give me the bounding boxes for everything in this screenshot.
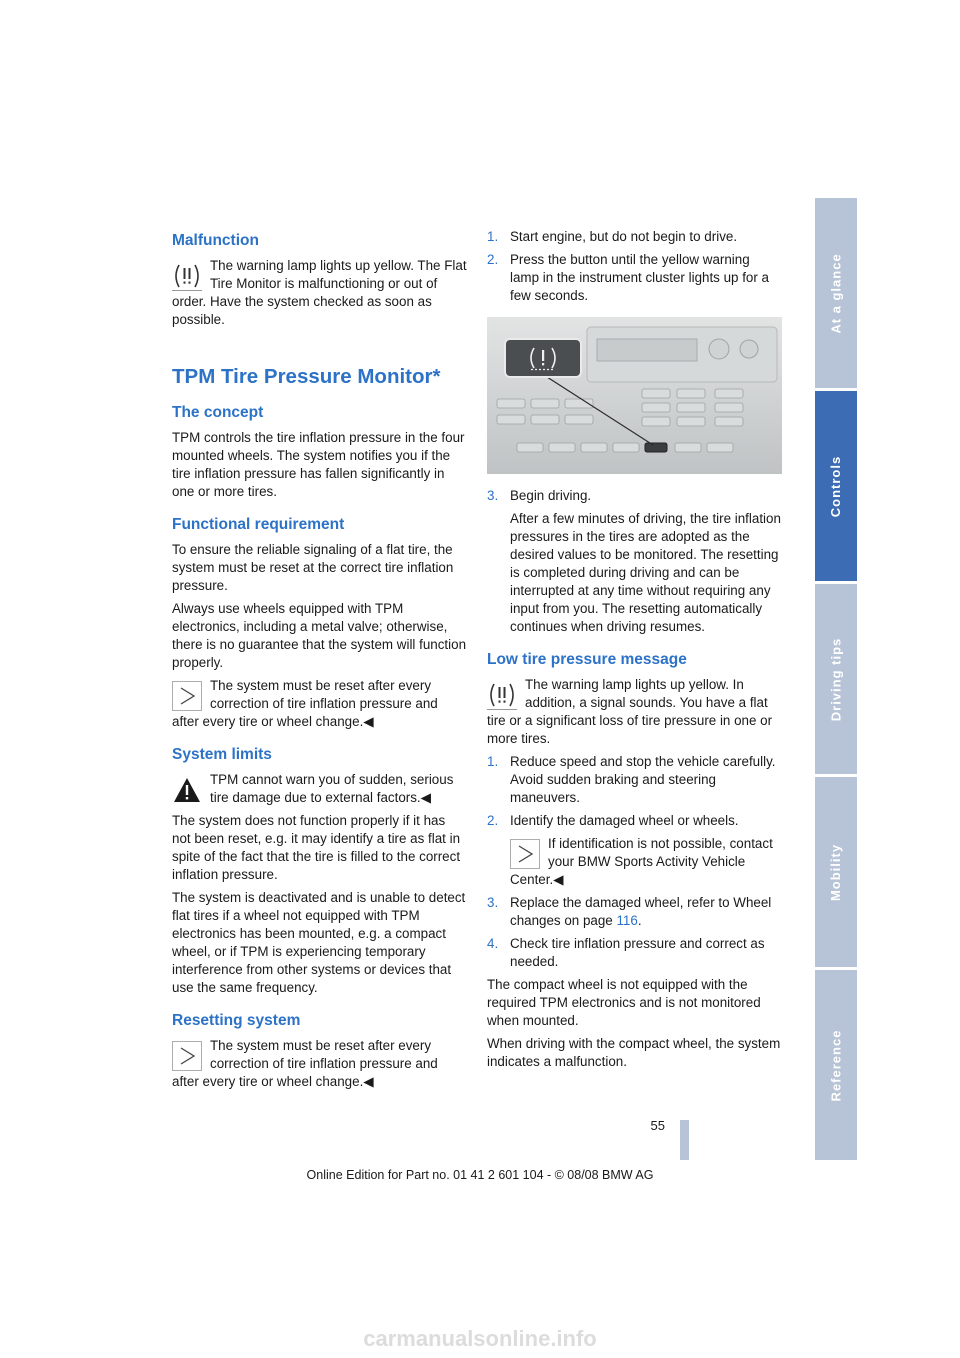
step-number: 4. <box>487 936 499 951</box>
note-triangle-icon <box>172 681 202 711</box>
tab-label: Driving tips <box>828 637 844 721</box>
functional-p1: To ensure the reliable signaling of a flat tire, the system must be reset at the correct tire inflation pressure. <box>172 542 454 593</box>
page-number: 55 <box>650 1118 665 1133</box>
step-text: Press the button until the yellow warning lamp in the instrument cluster lights up for a few seconds. <box>510 252 770 303</box>
watermark: carmanualsonline.info <box>363 1326 597 1351</box>
compact-wheel-p2: When driving with the compact wheel, the system indicates a malfunction. <box>487 1036 781 1069</box>
step-text: Replace the damaged wheel, refer to Wheel changes on page <box>510 895 772 928</box>
step-text: Reduce speed and stop the vehicle carefully. Avoid sudden braking and steering maneuvers. <box>510 754 776 805</box>
list-item <box>487 935 782 971</box>
warning-lamp-icon <box>172 261 202 291</box>
malfunction-note <box>172 257 467 329</box>
step2-note-text: If identification is not possible, contact your BMW Sports Activity Vehicle Center.◀ <box>510 836 773 887</box>
step-number: 2. <box>487 252 499 267</box>
step-text: Identify the damaged wheel or wheels. <box>510 813 739 828</box>
tab-label: Reference <box>828 1029 844 1101</box>
low-pressure-note <box>487 676 782 748</box>
step-number: 2. <box>487 813 499 828</box>
malfunction-text: The warning lamp lights up yellow. The Flat Tire Monitor is malfunctioning or out of order. Have the system checked as soon as possible. <box>172 258 467 327</box>
list-item <box>487 251 782 305</box>
limits-warning <box>172 771 467 807</box>
left-column <box>172 228 467 1096</box>
step-text: Check tire inflation pressure and correct as needed. <box>510 936 765 969</box>
concept-text: TPM controls the tire inflation pressure in the four mounted wheels. The system notifies you if the tire inflation pressure has fallen significantly in one or more tires. <box>172 430 465 499</box>
note-triangle-icon <box>510 839 540 869</box>
note-triangle-icon <box>172 1041 202 1071</box>
list-item <box>487 894 782 930</box>
right-column <box>487 228 782 1076</box>
limits-p2: The system is deactivated and is unable to detect flat tires if a wheel not equipped with TPM electronics has been mounted, e.g. a compact wheel, or if TPM is experiencing temporary interference from other systems or devices that use the same frequency. <box>172 890 466 995</box>
step-text-end: . <box>637 913 642 928</box>
dashboard-photo <box>487 317 782 474</box>
resetting-note-text: The system must be reset after every correction of tire inflation pressure and after every tire or wheel change.◀ <box>172 1038 438 1089</box>
tab-reference[interactable] <box>815 970 857 1160</box>
reset-steps <box>487 228 782 305</box>
step-number: 3. <box>487 895 499 910</box>
tab-driving-tips[interactable] <box>815 584 857 774</box>
low-pressure-text: The warning lamp lights up yellow. In addition, a signal sounds. You have a flat tire or a significant loss of tire pressure in one or more tires. <box>487 677 773 746</box>
compact-wheel-p1: The compact wheel is not equipped with the required TPM electronics and is not monitored when mounted. <box>487 977 761 1028</box>
step-number: 1. <box>487 229 499 244</box>
tab-label: Mobility <box>828 843 844 901</box>
tab-label: Controls <box>828 455 844 517</box>
step2-note <box>510 835 782 889</box>
page-bar <box>680 1120 689 1160</box>
limits-p1: The system does not function properly if it has not been reset, e.g. it may identify a tire as flat in spite of the fact that the tire is filled to the correct inflation pressure. <box>172 813 461 882</box>
tab-label: At a glance <box>828 252 844 334</box>
step-number: 3. <box>487 488 499 503</box>
caution-icon <box>172 775 202 805</box>
page-link[interactable]: 116 <box>616 913 638 928</box>
limits-warning-text: TPM cannot warn you of sudden, serious tire damage due to external factors.◀ <box>210 772 454 805</box>
list-item <box>487 487 782 636</box>
list-item <box>487 812 782 889</box>
resetting-heading: Resetting system <box>172 1012 301 1029</box>
step-subtext: After a few minutes of driving, the tire inflation pressures in the tires are adopted as the desired values to be monitored. The resetting is completed during driving and can be interrupted at any time without requiring any input from you. The resetting automatically continues when driving resumes. <box>510 511 781 634</box>
footer-text: Online Edition for Part no. 01 41 2 601 104 - © 08/08 BMW AG <box>306 1168 654 1182</box>
concept-heading: The concept <box>172 404 264 421</box>
list-item <box>487 228 782 246</box>
functional-p2: Always use wheels equipped with TPM electronics, including a metal valve; otherwise, there is no guarantee that the system will function properly. <box>172 601 467 670</box>
dashboard-illustration <box>487 317 782 474</box>
step-text: Begin driving. <box>510 488 592 503</box>
step-text: Start engine, but do not begin to drive. <box>510 229 738 244</box>
tab-at-a-glance[interactable] <box>815 198 857 388</box>
malfunction-heading: Malfunction <box>172 232 259 249</box>
resetting-note <box>172 1037 467 1091</box>
tab-mobility[interactable] <box>815 777 857 967</box>
tpm-title: TPM Tire Pressure Monitor* <box>172 365 441 388</box>
functional-note <box>172 677 467 731</box>
functional-heading: Functional requirement <box>172 516 345 533</box>
tab-controls[interactable] <box>815 391 857 581</box>
limits-heading: System limits <box>172 746 272 763</box>
list-item <box>487 753 782 807</box>
warning-lamp-icon <box>487 680 517 710</box>
functional-note-text: The system must be reset after every correction of tire inflation pressure and after every tire or wheel change.◀ <box>172 678 438 729</box>
step-number: 1. <box>487 754 499 769</box>
low-pressure-heading: Low tire pressure message <box>487 651 687 668</box>
